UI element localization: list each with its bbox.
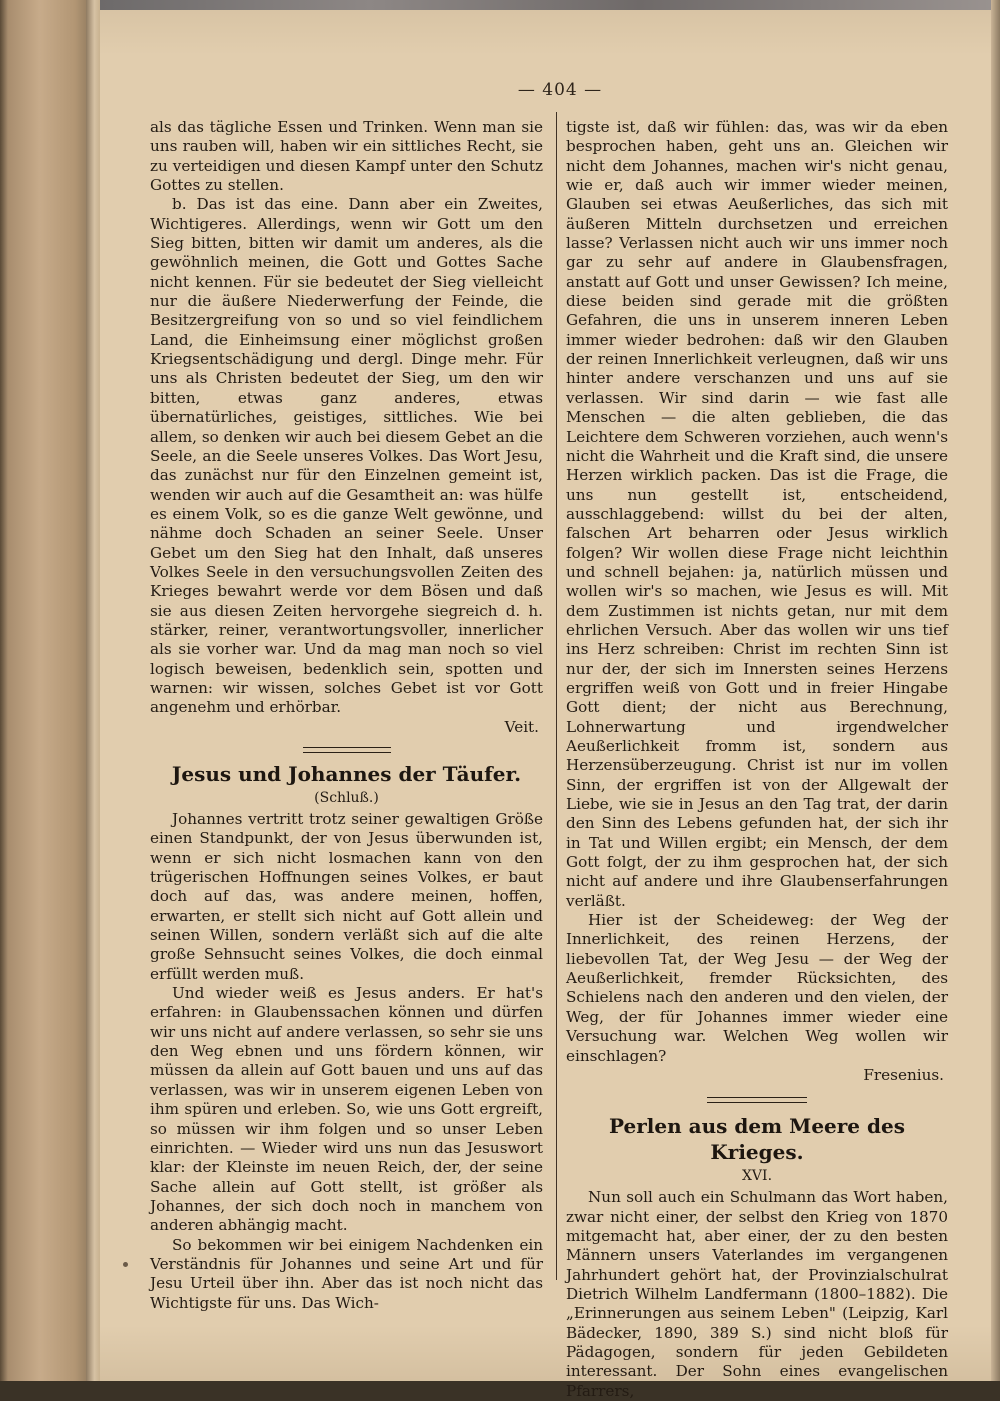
article-number: XVI. bbox=[741, 1168, 773, 1185]
page-stack-edge bbox=[86, 0, 100, 1381]
right-column bbox=[566, 118, 948, 1401]
column-divider bbox=[556, 112, 557, 1280]
left-paragraph-1: als das tägliche Essen und Trinken. Wenn man sie uns rauben will, haben wir ein sittliches Recht, sie zu verteidigen und diesen Kampf unter den Schutz Gottes zu stellen. bbox=[150, 118, 543, 195]
left-paragraph-2: b. Das ist das eine. Dann aber ein Zweites, Wichtigeres. Allerdings, wenn wir Gott um den Sieg bitten, bitten wir damit um anderes, als die gewöhnlich meinen, die Gott und Gottes Sache nicht kennen. Für sie bedeutet der Sieg vielleicht nur die äußere Niederwerfung der Feinde, die Besitzergreifung von so und so viel feindlichem Land, die Einheimsung einer möglichst großen Kriegsentschädigung und dergl. Dinge mehr. Für uns als Christen bedeutet der Sieg, um den wir bitten, etwas ganz anderes, etwas übernatürliches, geistiges, sittliches. Wie bei allem, so denken wir auch bei diesem Gebet an die Seele, an die Seele unseres Volkes. Das Wort Jesu, das zunächst nur für den Einzelnen gemeint ist, wenden wir auch auf die Gesamtheit an: was hülfe es einem Volk, so es die ganze Welt gewönne, und nähme doch Schaden an seiner Seele. Unser Gebet um den Sieg hat den Inhalt, daß unseres Volkes Seele in den versuchungsvollen Zeiten des Krieges bewahrt werde vor dem Bösen und daß sie aus diesen Zeiten hervorgehe siegreich d. h. stärker, reiner, verantwortungsvoller, innerlicher als sie vorher war. Und da mag man noch so viel logisch beweisen, bedenklich sein, spotten und warnen: wir wissen, solches Gebet ist vor Gott angenehm und erhörbar. bbox=[150, 195, 543, 717]
scan-speck bbox=[123, 1262, 128, 1267]
scan-right-edge bbox=[991, 0, 1000, 1381]
right-paragraph-2: Hier ist der Scheideweg: der Weg der Innerlichkeit, des reinen Herzens, der liebevollen Tat, der Weg Jesu — der Weg der Aeußerlichkeit, fremder Rücksichten, des Schielens nach den anderen und den vielen, der Weg, der für Johannes immer wieder eine Versuchung war. Welchen Weg wollen wir einschlagen? bbox=[566, 911, 948, 1065]
left-paragraph-5: So bekommen wir bei einigem Nachdenken ein Verständnis für Johannes und seine Art und für Jesu Urteil über ihn. Aber das ist noch nicht das Wichtigste für uns. Das Wich- bbox=[150, 1235, 543, 1312]
left-column bbox=[150, 118, 543, 1313]
section-divider bbox=[707, 1097, 807, 1103]
page-number: — 404 — bbox=[517, 80, 603, 100]
section-divider bbox=[303, 747, 391, 753]
article-heading-perlen: Perlen aus dem Meere des Krieges. bbox=[609, 1114, 905, 1165]
left-paragraph-3: Johannes vertritt trotz seiner gewaltigen Größe einen Standpunkt, der von Jesus überwunden ist, wenn er sich nicht losmachen kann von den trügerischen Hoffnungen seines Volkes, er baut doch auf das, was andere meinen, hoffen, erwarten, er stellt sich nicht auf Gott allein und seinen Willen, sondern verläßt sich auf die alte große Sehnsucht seines Volkes, die doch einmal erfüllt werden muß. bbox=[150, 810, 543, 983]
signature-fresenius: Fresenius. bbox=[863, 1065, 944, 1084]
scan-top-edge bbox=[100, 0, 1000, 10]
left-paragraph-4: Und wieder weiß es Jesus anders. Er hat's erfahren: in Glaubenssachen können und dürfen wir uns nicht auf andere verlassen, so sehr sie uns den Weg ebnen und uns fördern können, wir müssen da allein auf Gott bauen und uns auf das verlassen, was wir in unserem eigenen Leben von ihm spüren und erleben. So, wie uns Gott ergreift, so müssen wir ihm folgen und so unser Leben einrichten. — Wieder wird uns nun das Jesuswort klar: der Kleinste im neuen Reich, der, der seine Sache allein auf Gott stellt, ist größer als Johannes, der sich doch noch in manchem von anderen abhängig macht. bbox=[150, 984, 543, 1235]
book-binding bbox=[0, 0, 100, 1381]
right-paragraph-1: tigste ist, daß wir fühlen: das, was wir da eben besprochen haben, geht uns an. Gleichen wir nicht dem Johannes, machen wir's nicht genau, wie er, daß auch wir immer wieder meinen, Glauben sei etwas Aeußerliches, das sich mit äußeren Mitteln durchsetzen und erreichen lasse? Verlassen nicht auch wir uns immer noch gar zu sehr auf andere in Glaubensfragen, anstatt auf Gott und unser Gewissen? Ich meine, diese beiden sind gerade mit die größten Gefahren, die uns in unserem inneren Leben immer wieder bedrohen: daß wir den Glauben der reinen Innerlichkeit verleugnen, daß wir uns hinter andere verschanzen und uns auf sie verlassen. Wir sind darin — wie fast alle Menschen — die alten geblieben, die das Leichtere dem Schweren vorziehen, auch wenn's nicht die Wahrheit und die Kraft sind, die unsere Herzen wirklich packen. Das ist die Frage, die uns nun gestellt ist, entscheidend, ausschlaggebend: willst du bei der alten, falschen Art beharren oder Jesus wirklich folgen? Wir wollen diese Frage nicht leichthin und schnell bejahen: ja, natürlich müssen und wollen wir's so machen, wie Jesus es will. Mit dem Zustimmen ist nichts getan, nur mit dem ehrlichen Versuch. Aber das wollen wir uns tief ins Herz schreiben: Christ im rechten Sinn ist nur der, der sich im Innersten seines Herzens ergriffen weiß von Gott und in freier Hingabe Gott dient; der nicht aus Berechnung, Lohnerwartung und irgendwelcher Aeußerlichkeit fromm ist, sondern aus Herzensüberzeugung. Christ ist nur im vollen Sinn, der ergriffen ist von der Allgewalt der Liebe, wie sie in Jesus an den Tag trat, der darin den Sinn des Lebens gefunden hat, der sich ihr in Tat und Willen ergibt; ein Mensch, der dem Gott folgt, der zu ihm gesprochen hat, der sich nicht auf andere und ihre Glaubenserfahrungen verläßt. bbox=[566, 118, 948, 910]
article-heading-jesus-johannes: Jesus und Johannes der Täufer. bbox=[171, 762, 522, 786]
article-subheading: (Schluß.) bbox=[314, 790, 379, 806]
right-paragraph-3: Nun soll auch ein Schulmann das Wort haben, zwar nicht einer, der selbst den Krieg von 1870 mitgemacht hat, aber einer, der zu den besten Männern unsers Vaterlandes im vergangenen Jahrhundert gehört hat, der Provinzialschulrat Dietrich Wilhelm Landfermann (1800–1882). Die „Erinnerungen aus seinem Leben" (Leipzig, Karl Bädecker, 1890, 389 S.) sind nicht bloß für Pädagogen, sondern für jeden Gebildeten interessant. Der Sohn eines evangelischen Pfarrers, bbox=[566, 1188, 948, 1400]
signature-veit: Veit. bbox=[504, 717, 539, 736]
